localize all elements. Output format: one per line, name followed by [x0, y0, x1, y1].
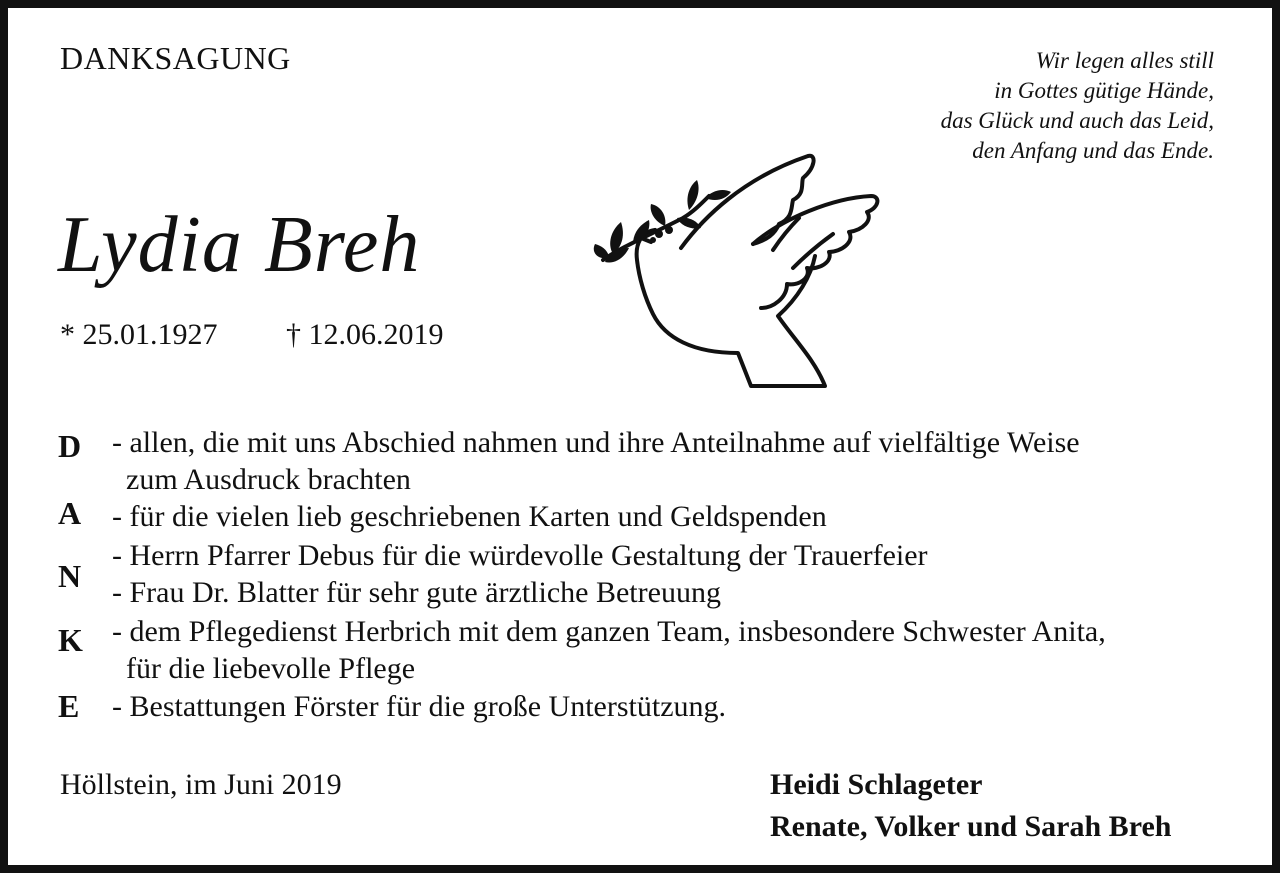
signature: Heidi Schlageter: [770, 768, 983, 801]
birth-date: * 25.01.1927: [60, 318, 218, 351]
danke-line: - Frau Dr. Blatter für sehr gute ärztliche Betreuung: [112, 576, 721, 609]
danke-line: - Herrn Pfarrer Debus für die würdevolle Gestaltung der Trauerfeier: [112, 539, 928, 572]
danke-letter: K: [58, 622, 83, 658]
verse-line: in Gottes gütige Hände,: [994, 78, 1214, 103]
heading: DANKSAGUNG: [60, 40, 291, 76]
place-date: Höllstein, im Juni 2019: [60, 768, 342, 801]
signature: Renate, Volker und Sarah Breh: [770, 810, 1172, 843]
verse-line: Wir legen alles still: [1035, 48, 1214, 73]
danke-line: - allen, die mit uns Abschied nahmen und ihre Anteilnahme auf vielfältige Weise: [112, 426, 1080, 459]
death-date: † 12.06.2019: [286, 318, 444, 351]
danke-line: - Bestattungen Förster für die große Unterstützung.: [112, 690, 727, 723]
dove-with-olive-branch-icon: [593, 148, 893, 398]
verse-line: den Anfang und das Ende.: [972, 138, 1214, 163]
danke-line: für die liebevolle Pflege: [126, 652, 416, 685]
danke-letter: N: [58, 558, 82, 594]
danke-letter: A: [58, 495, 82, 531]
danke-line: - für die vielen lieb geschriebenen Karten und Geldspenden: [112, 500, 827, 533]
danke-letter: D: [58, 428, 82, 464]
danke-line: zum Ausdruck brachten: [126, 463, 411, 496]
danke-line: - dem Pflegedienst Herbrich mit dem ganzen Team, insbesondere Schwester Anita,: [112, 615, 1106, 648]
verse-line: das Glück und auch das Leid,: [940, 108, 1214, 133]
deceased-name: Lydia Breh: [58, 201, 421, 289]
danke-letter: E: [58, 688, 80, 724]
